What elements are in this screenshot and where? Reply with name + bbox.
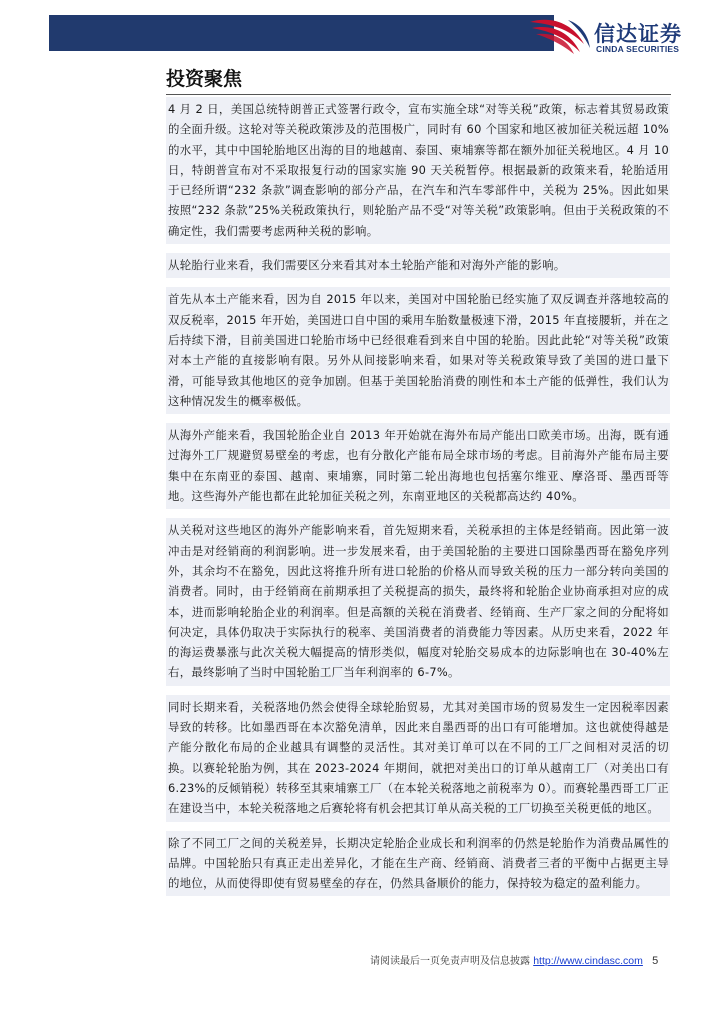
logo-chinese-name: 信达证券 <box>594 22 682 46</box>
paragraph: 从海外产能来看，我国轮胎企业自 2013 年开始就在海外布局产能出口欧美市场。出海，既有通过海外工厂规避贸易壁垒的考虑，也有分散化产能布局全球市场的考虑。目前海外产能布局主要集中在东南亚的泰国、越南、柬埔寨，同时第二轮出海地也包括塞尔维亚、摩洛哥、墨西哥等地。这些海外产能也都在此轮加征关税之列，东南亚地区的关税都高达约 40%。 <box>166 423 670 509</box>
page-number: 5 <box>652 955 659 967</box>
section-title: 投资聚焦 <box>166 68 243 90</box>
disclaimer-note: 请阅读最后一页免责声明及信息披露 <box>370 956 530 967</box>
website-link[interactable]: http://www.cindasc.com <box>533 955 643 967</box>
paragraph: 4 月 2 日，美国总统特朗普正式签署行政令，宣布实施全球“对等关税”政策，标志着其贸易政策的全面升级。这轮对等关税政策涉及的范围极广，同时有 60 个国家和地区被加征关税远超 10%的水平，其中中国轮胎地区出海的目的地越南、泰国、柬埔寨等都在额外加征关税地区。4 月 10 日，特朗普宣布对不采取报复行动的国家实施 90 天关税暂停。根据最新的政策来看，轮胎适用于已经所谓“232 条款”调查影响的部分产品，在汽车和汽车零部件中，关税为 25%。因此如果按照“232 条款”25%关税政策执行，则轮胎产品不受“对等关税”政策影响。但由于关税政策的不确定性，我们需要考虑两种关税的影响。 <box>166 97 670 244</box>
paragraph: 首先从本土产能来看，因为自 2015 年以来，美国对中国轮胎已经实施了双反调查并落地较高的双反税率，2015 年开始，美国进口自中国的乘用车胎数量极速下滑，2015 年直接腰斩，并在之后持续下滑，目前美国进口轮胎市场中已经很难看到来自中国的轮胎。因此此轮“对等关税”政策对本土产能的直接影响有限。另外从间接影响来看，如果对等关税政策导致了美国的进口量下滑，可能导致其他地区的竞争加剧。但基于美国轮胎消费的刚性和本土产能的低弹性，我们认为这种情况发生的概率极低。 <box>166 287 670 414</box>
page-footer <box>370 952 658 967</box>
paragraph: 同时长期来看，关税落地仍然会使得全球轮胎贸易，尤其对美国市场的贸易发生一定因税率因素导致的转移。比如墨西哥在本次豁免清单，因此来自墨西哥的出口有可能增加。这也就使得越是产能分散化布局的企业越具有调整的灵活性。其对美订单可以在不同的工厂之间相对灵活的切换。以赛轮轮胎为例，其在 2023-2024 年期间，就把对美出口的订单从越南工厂（对美出口有 6.23%的反倾销税）转移至其柬埔寨工厂（在本轮关税落地之前税率为 0）。而赛轮墨西哥工厂正在建设当中，本轮关税落地之后赛轮将有机会把其订单从高关税的工厂切换至关税更低的地区。 <box>166 695 670 822</box>
paragraph: 从轮胎行业来看，我们需要区分来看其对本土轮胎产能和对海外产能的影响。 <box>166 253 670 278</box>
company-logo <box>528 12 708 58</box>
title-divider <box>166 94 671 95</box>
header-bar <box>49 15 554 51</box>
article-body <box>166 97 670 904</box>
logo-english-name: CINDA SECURITIES <box>596 44 680 54</box>
cinda-swoosh-logo-icon <box>528 14 592 56</box>
paragraph: 除了不同工厂之间的关税差异，长期决定轮胎企业成长和利润率的仍然是轮胎作为消费品属性的品牌。中国轮胎只有真正走出差异化，才能在生产商、经销商、消费者三者的平衡中占据更主导的地位，从而使得即使有贸易壁垒的存在，仍然具备顺价的能力，保持较为稳定的盈利能力。 <box>166 831 670 897</box>
paragraph: 从关税对这些地区的海外产能影响来看，首先短期来看，关税承担的主体是经销商。因此第一波冲击是对经销商的利润影响。进一步发展来看，由于美国轮胎的主要进口国除墨西哥在豁免序列外，其余均不在豁免，因此这将推升所有进口轮胎的价格从而导致关税的压力一部分转向美国的消费者。同时，由于经销商在前期承担了关税提高的损失，最终将和轮胎企业协商承担对应的成本，进而影响轮胎企业的利润率。但是高额的关税在消费者、经销商、生产厂家之间的分配将如何决定，具体仍取决于实际执行的税率、美国消费者的消费能力等因素。从历史来看，2022 年的海运费暴涨与此次关税大幅提高的情形类似，幅度对轮胎交易成本的边际影响也在 30-40%左右，最终影响了当时中国轮胎工厂当年利润率的 6-7%。 <box>166 518 670 685</box>
